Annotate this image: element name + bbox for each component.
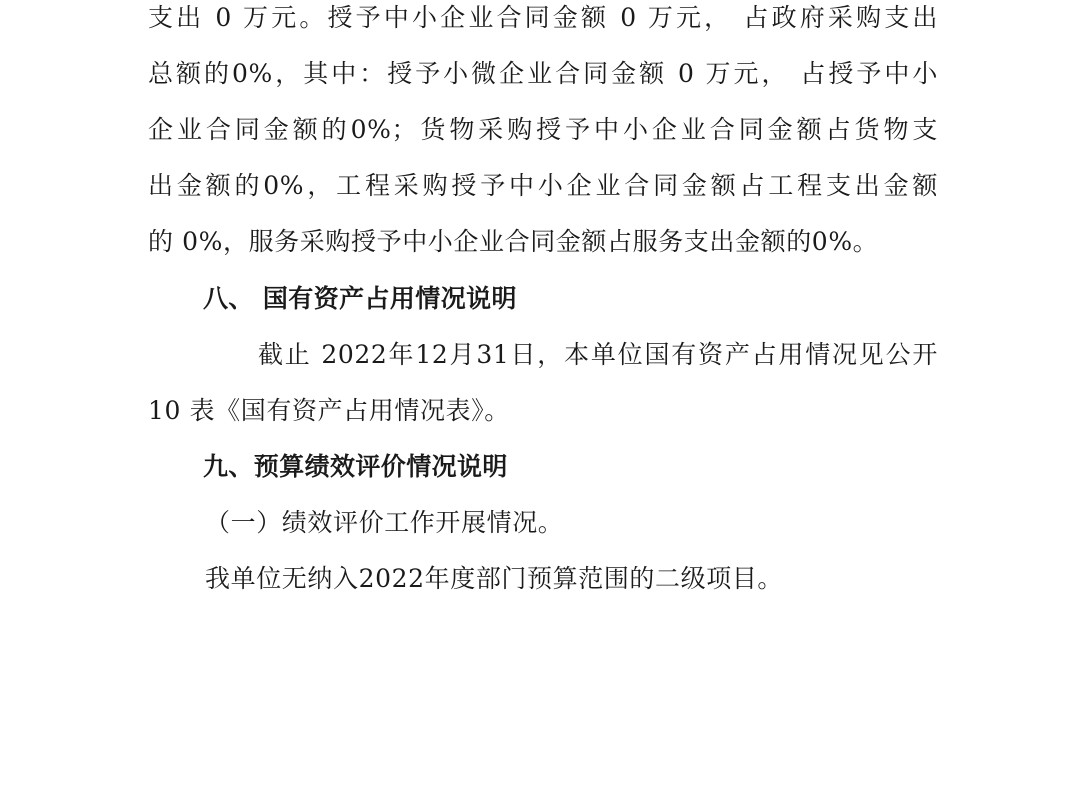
paragraph-line: 的 0%，服务采购授予中小企业合同金额占服务支出金额的0%。 <box>148 227 879 256</box>
paragraph-line: 截止 2022年12月31日，本单位国有资产占用情况见公开 <box>258 340 938 369</box>
paragraph-line: 支出 0 万元。授予中小企业合同金额 0 万元， 占政府采购支出 <box>148 3 938 32</box>
paragraph-line: 出金额的0%，工程采购授予中小企业合同金额占工程支出金额 <box>148 171 938 200</box>
subsection-heading: （一）绩效评价工作开展情况。 <box>205 508 564 537</box>
paragraph-line: 10 表《国有资产占用情况表》。 <box>148 396 510 425</box>
section-heading: 九、预算绩效评价情况说明 <box>203 452 508 481</box>
paragraph-line: 我单位无纳入2022年度部门预算范围的二级项目。 <box>205 564 784 593</box>
paragraph-line: 总额的0%，其中：授予小微企业合同金额 0 万元， 占授予中小 <box>148 59 938 88</box>
section-heading: 八、 国有资产占用情况说明 <box>203 284 517 313</box>
paragraph-line: 企业合同金额的0%；货物采购授予中小企业合同金额占货物支 <box>148 115 938 144</box>
